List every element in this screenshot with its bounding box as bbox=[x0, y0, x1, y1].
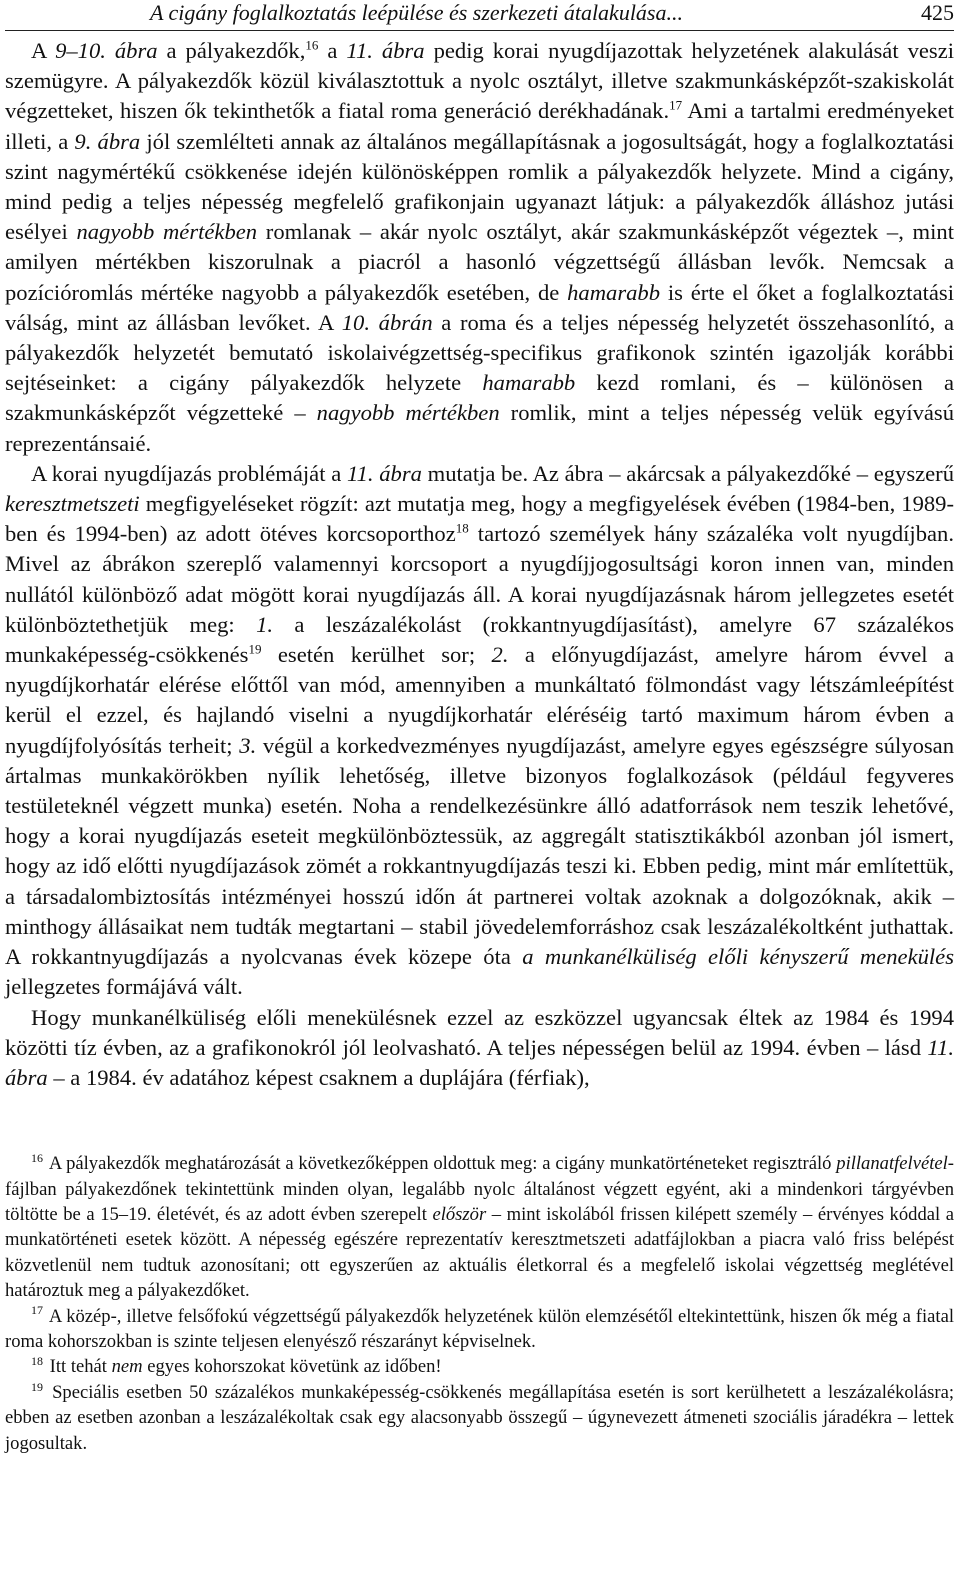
emphasis: először bbox=[432, 1203, 487, 1225]
figure-reference: 9. ábra bbox=[74, 128, 141, 154]
figure-reference: 10. ábrán bbox=[341, 309, 433, 335]
footnote-number: 17 bbox=[31, 1303, 43, 1318]
running-title: A cigány foglalkoztatás leépülése és szerkezeti átalakulása... bbox=[150, 0, 683, 25]
text-run: A közép-, illetve felsőfokú végzettségű pályakezdők helyzetének külön elemzésétől eltekintettünk, hiszen ők még a fiatal roma kohorszokban is szinte teljesen elenyésző részarányt képviselnek. bbox=[5, 1305, 954, 1352]
text-run: – mint iskolából frissen kilépett személy – érvényes kóddal a munkatörténeti esetek között. A népesség egészére reprezentatív keresztmetszeti adatfájlokban a piacra való friss belépést közvetlenül nem tudtuk azonosítani; ott egyszerűen az aktuális életkorral és a megfelelő iskolai végzettség meglétével határoztuk meg a pályakezdőket. bbox=[5, 1203, 954, 1302]
running-head bbox=[5, 0, 954, 30]
emphasis: nem bbox=[111, 1356, 143, 1378]
footnote-number: 16 bbox=[31, 1150, 43, 1165]
text-run: végül a korkedvezményes nyugdíjazást, amelyre egyes egészségre súlyosan ártalmas munkakörökben nyílik lehetőség, illetve bizonyos foglalkozások (például fegyveres testületeknél végzett munka) esetén. Noha a rendelkezésünkre álló adatforrások nem teszik lehetővé, hogy a korai nyugdíjazás eseteit megkülönböztessük, az aggregált statisztikákból azonban jól ismert, hogy az idő előtti nyugdíjazások zömét a rokkantnyugdíjazás teszi ki. Ebben pedig, mint már említettük, a társadalombiztosítás intézményei hosszú időn át partnerei voltak azoknak a dolgozóknak, akik – minthogy állásaikat nem tudták megtartani – stabil jövedelemforráshoz csak leszázalékoltként juthattak. A rokkantnyugdíjazás a nyolcvanas évek közepe óta bbox=[5, 732, 954, 970]
main-text bbox=[5, 36, 954, 1093]
text-run: pedig korai nyugdíjazottak helyzetének alakulását veszi szemügyre. A pályakezdők közül kiválasztottuk a nyolc osztályt, illetve szakmunkásképzőt-szakiskolát végzetteket, hiszen ők tekinthetők a fiatal roma generáció derékhadának. bbox=[5, 38, 955, 124]
text-run: A korai nyugdíjazás problémáját a bbox=[31, 460, 347, 486]
text-run: a előnyugdíjazást, amelyre három évvel a nyugdíjkorhatár elérése előttől van mód, amennyiben a munkáltató fölmondást vagy létszámleépítést kerül el ezzel, és hajlandó viselni a nyugdíjkorhatár eléréséig tartó maximum három évben a nyugdíjfolyósítás terheit; bbox=[5, 642, 955, 758]
text-run: esetén kerülhet sor; bbox=[261, 642, 492, 668]
emphasis: nagyobb mértékben bbox=[76, 219, 258, 245]
text-run: romlanak – akár nyolc osztályt, akár szakmunkásképzőt végeztek –, mint amilyen mértékben kiszorulnak a piacról a hasonló végzettségű állásban levők. Nemcsak a pozícióromlás mértéke nagyobb a pályakezdők esetében, de bbox=[5, 219, 954, 305]
emphasis: a munkanélküliség előli kényszerű menekülés bbox=[522, 944, 955, 970]
footnote-18 bbox=[5, 1354, 954, 1379]
list-number: 1. bbox=[256, 611, 274, 637]
text-run: is érte el őket a foglalkoztatási válság, mint az állásban levőket. A bbox=[5, 279, 954, 335]
paragraph-2 bbox=[5, 459, 954, 1003]
footnote-number: 19 bbox=[31, 1379, 43, 1394]
footnote-marker-18[interactable]: 18 bbox=[455, 520, 469, 536]
emphasis: nagyobb mértékben bbox=[316, 400, 500, 426]
footnote-16 bbox=[5, 1151, 954, 1303]
list-number: 2. bbox=[491, 642, 509, 668]
emphasis: pillanatfelvétel bbox=[836, 1153, 948, 1175]
text-run: Ami a tartalmi eredményeket illeti, a bbox=[5, 98, 954, 154]
text-run: A pályakezdők meghatározását a következőképpen oldottuk meg: a cigány munkatörténeteket regisztráló bbox=[45, 1153, 837, 1175]
header-rule bbox=[5, 30, 954, 31]
text-run: tartozó személyek hány százaléka volt nyugdíjban. Mivel az ábrákon szereplő valamennyi korcsoport a nyugdíjjogosultsági koron innen van, minden nullától különböző adat mögött korai nyugdíjazás áll. A korai nyugdíjazásnak három jellegzetes esetét különböztethetjük meg: bbox=[5, 521, 954, 637]
text-run: A bbox=[31, 38, 56, 63]
figure-reference: 11. ábra bbox=[346, 38, 425, 63]
emphasis: hamarabb bbox=[482, 370, 576, 396]
text-run: Hogy munkanélküliség előli menekülésnek ezzel az eszközzel ugyancsak éltek az 1984 és 1994 közötti tíz évben, az a grafikonokról jól leolvasható. A teljes népességen belül az 1994. évben – lásd bbox=[5, 1004, 954, 1060]
text-run: mutatja be. Az ábra – akárcsak a pályakezdőké – egyszerű bbox=[421, 460, 954, 486]
footnote-19 bbox=[5, 1380, 954, 1456]
text-run: jellegzetes formájává vált. bbox=[5, 974, 243, 1000]
footnote-marker-17[interactable]: 17 bbox=[669, 97, 683, 113]
text-run: -fájlban pályakezdőnek tekintettünk minden olyan, legalább nyolc általánost végzett egyént, aki a mindenkori tárgyévben töltötte be a 15–19. életévét, és az adott évben szerepelt bbox=[5, 1153, 954, 1225]
paragraph-1 bbox=[5, 36, 954, 459]
text-run: – a 1984. év adatához képest csaknem a duplájára (férfiak), bbox=[47, 1064, 590, 1090]
text-run: megfigyeléseket rögzít: azt mutatja meg, hogy a megfigyelések évében (1984-ben, 1989-ben és 1994-ben) az adott ötéves korcsoporthoz bbox=[5, 491, 954, 547]
footnotes bbox=[5, 1151, 954, 1456]
paragraph-3 bbox=[5, 1003, 954, 1094]
text-run: romlik, mint a teljes népesség velük egyívású reprezentánsaié. bbox=[5, 400, 955, 456]
footnote-17 bbox=[5, 1304, 954, 1355]
text-run: Itt tehát bbox=[45, 1356, 112, 1378]
emphasis: hamarabb bbox=[567, 279, 661, 305]
footnote-marker-16[interactable]: 16 bbox=[305, 37, 319, 53]
text-run: jól szemlélteti annak az általános megállapításnak a jogosultságát, hogy a foglalkoztatási szint nagymértékű csökkenése idején különösképpen romlik a pályakezdők helyzete. Mind a cigány, mind pedig a teljes népesség megfelelő grafikonjain ugyanazt látjuk: a pályakezdők álláshoz jutási esélyei bbox=[5, 128, 954, 245]
list-number: 3. bbox=[239, 732, 257, 758]
footnote-marker-19[interactable]: 19 bbox=[248, 641, 262, 657]
footnote-number: 18 bbox=[31, 1354, 43, 1369]
text-run: kezd romlani, és – különösen a szakmunkásképzőt végzetteké – bbox=[5, 370, 954, 426]
text-run: egyes kohorszokat követünk az időben! bbox=[142, 1356, 442, 1378]
text-run: a pályakezdők, bbox=[157, 38, 306, 63]
emphasis: keresztmetszeti bbox=[5, 491, 140, 517]
text-run: a leszázalékolást (rokkantnyugdíjasítást), amelyre 67 százalékos munkaképesség-csökkenés bbox=[5, 611, 954, 668]
text-run: a roma és a teljes népesség helyzetét összehasonlító, a pályakezdők helyzetét bemutató iskolaivégzettség-specifikus grafikonok szintén igazolják korábbi sejtéseinket: a cigány pályakezdők helyzete bbox=[5, 309, 954, 396]
text-run: Speciális esetben 50 százalékos munkaképesség-csökkenés megállapítása esetén is sort kerülhetett a leszázalékolásra; ebben az esetben azonban a leszázalékoltak csak egy alacsonyabb összegű – úgynevezett átmeneti szociális járadékra – lettek jogosultak. bbox=[5, 1381, 954, 1454]
figure-reference: 11. ábra bbox=[346, 460, 422, 486]
text-run: a bbox=[318, 38, 347, 63]
page-number: 425 bbox=[921, 0, 954, 25]
figure-reference: 11. ábra bbox=[5, 1034, 954, 1090]
figure-reference: 9–10. ábra bbox=[55, 38, 158, 63]
